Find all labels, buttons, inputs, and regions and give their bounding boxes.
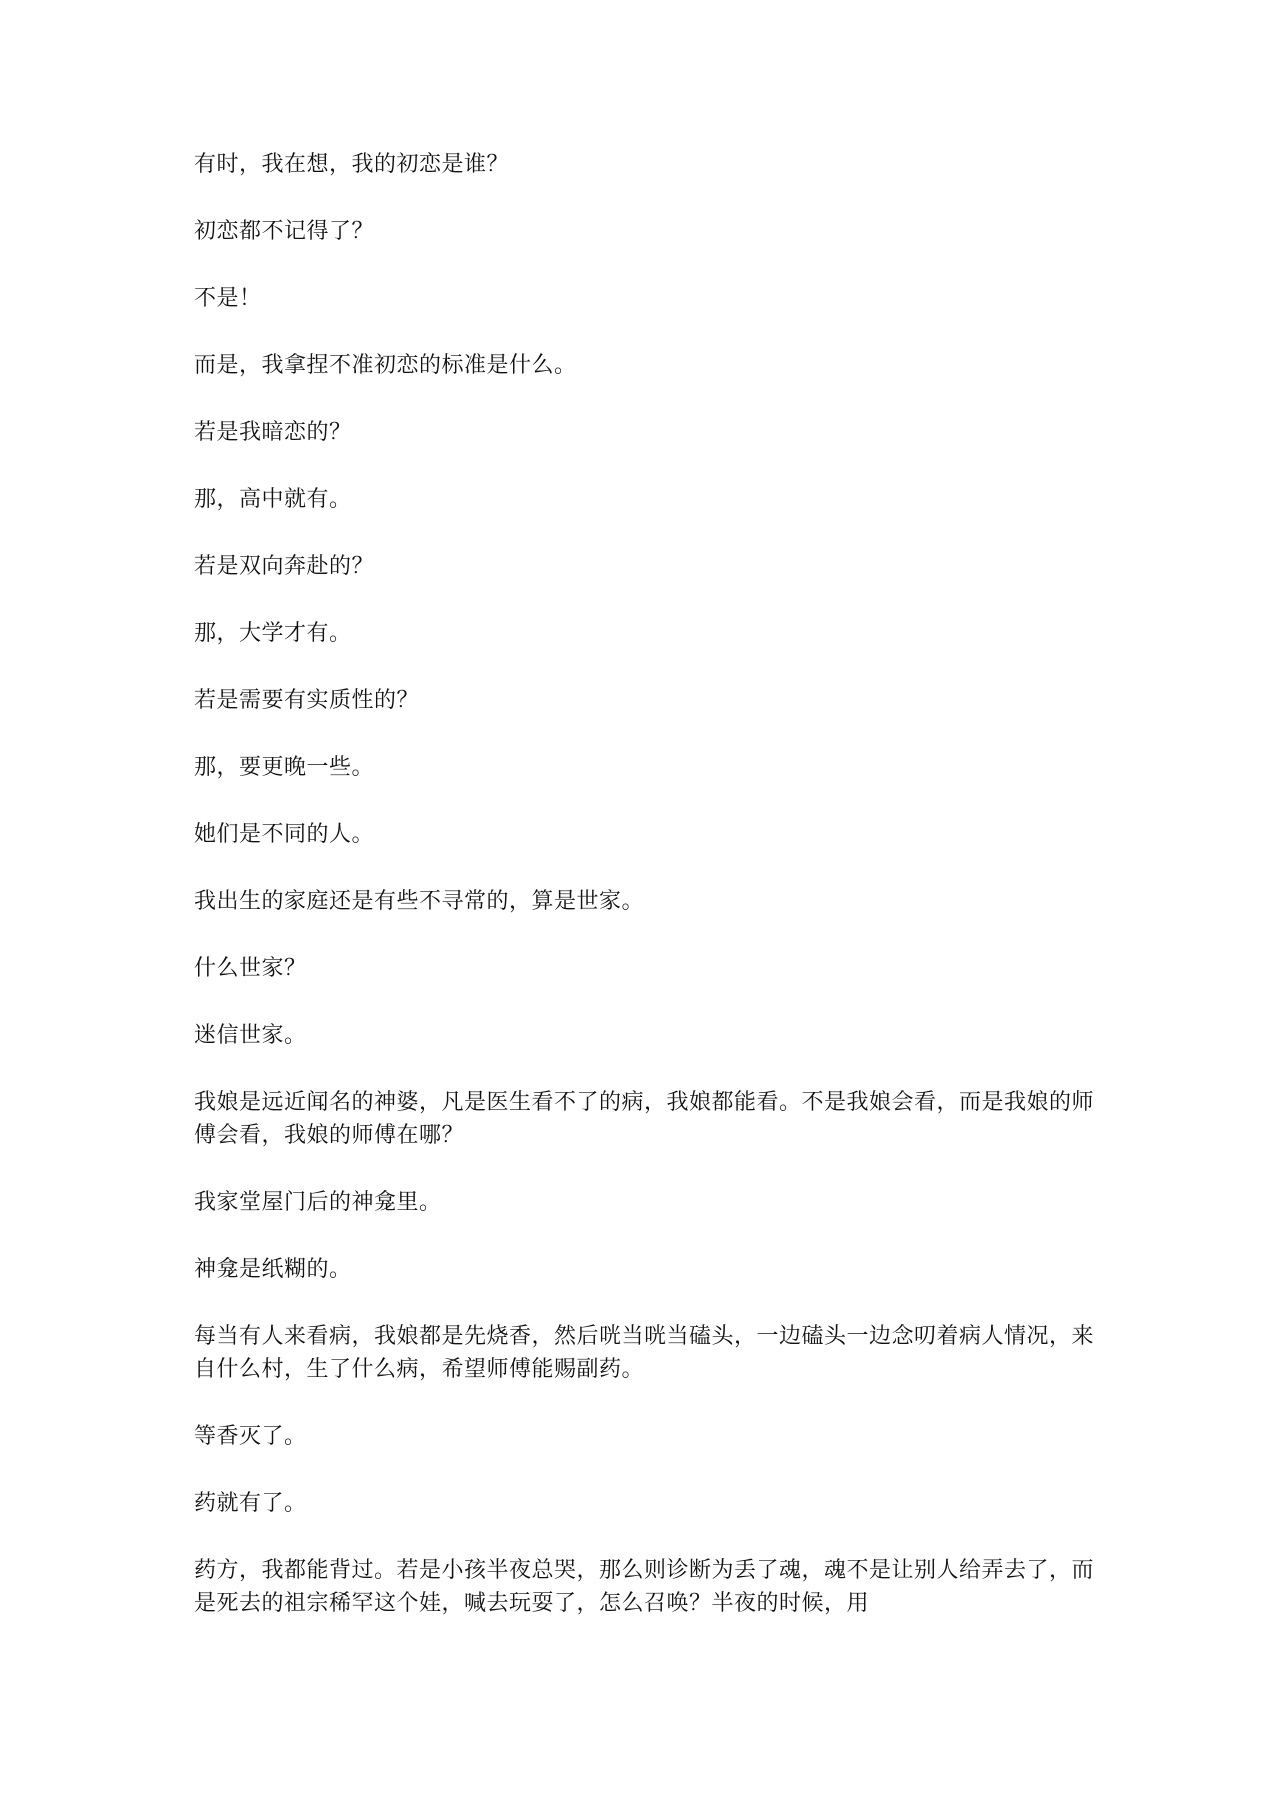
paragraph: 她们是不同的人。 (194, 822, 375, 847)
paragraph: 若是我暗恋的？ (194, 420, 352, 445)
paragraph: 什么世家？ (194, 956, 307, 981)
paragraph: 等香灭了。 (194, 1424, 307, 1449)
paragraph: 有时，我在想，我的初恋是谁？ (194, 152, 510, 177)
paragraph: 药就有了。 (194, 1491, 307, 1516)
paragraph: 而是，我拿捏不准初恋的标准是什么。 (194, 353, 577, 378)
paragraph: 不是！ (194, 286, 262, 311)
paragraph: 若是需要有实质性的？ (194, 688, 420, 713)
paragraph: 药方，我都能背过。若是小孩半夜总哭，那么则诊断为丢了魂，魂不是让别人给弄去了，而是死去的祖宗稀罕这个娃，喊去玩耍了，怎么召唤？半夜的时候，用 (194, 1558, 1095, 1616)
paragraph: 初恋都不记得了？ (194, 219, 375, 244)
paragraph: 我出生的家庭还是有些不寻常的，算是世家。 (194, 889, 645, 914)
paragraph: 迷信世家。 (194, 1023, 307, 1048)
paragraph: 每当有人来看病，我娘都是先烧香，然后咣当咣当磕头，一边磕头一边念叨着病人情况，来自什么村，生了什么病，希望师傅能赐副药。 (194, 1324, 1095, 1382)
paragraph: 我娘是远近闻名的神婆，凡是医生看不了的病，我娘都能看。不是我娘会看，而是我娘的师傅会看，我娘的师傅在哪？ (194, 1090, 1095, 1148)
paragraph: 神龛是纸糊的。 (194, 1257, 352, 1282)
paragraph: 那，大学才有。 (194, 621, 352, 646)
paragraph: 我家堂屋门后的神龛里。 (194, 1190, 442, 1215)
paragraph: 那，高中就有。 (194, 487, 352, 512)
paragraph: 若是双向奔赴的？ (194, 554, 375, 579)
paragraph: 那，要更晚一些。 (194, 755, 375, 780)
document-body (194, 148, 1094, 1654)
